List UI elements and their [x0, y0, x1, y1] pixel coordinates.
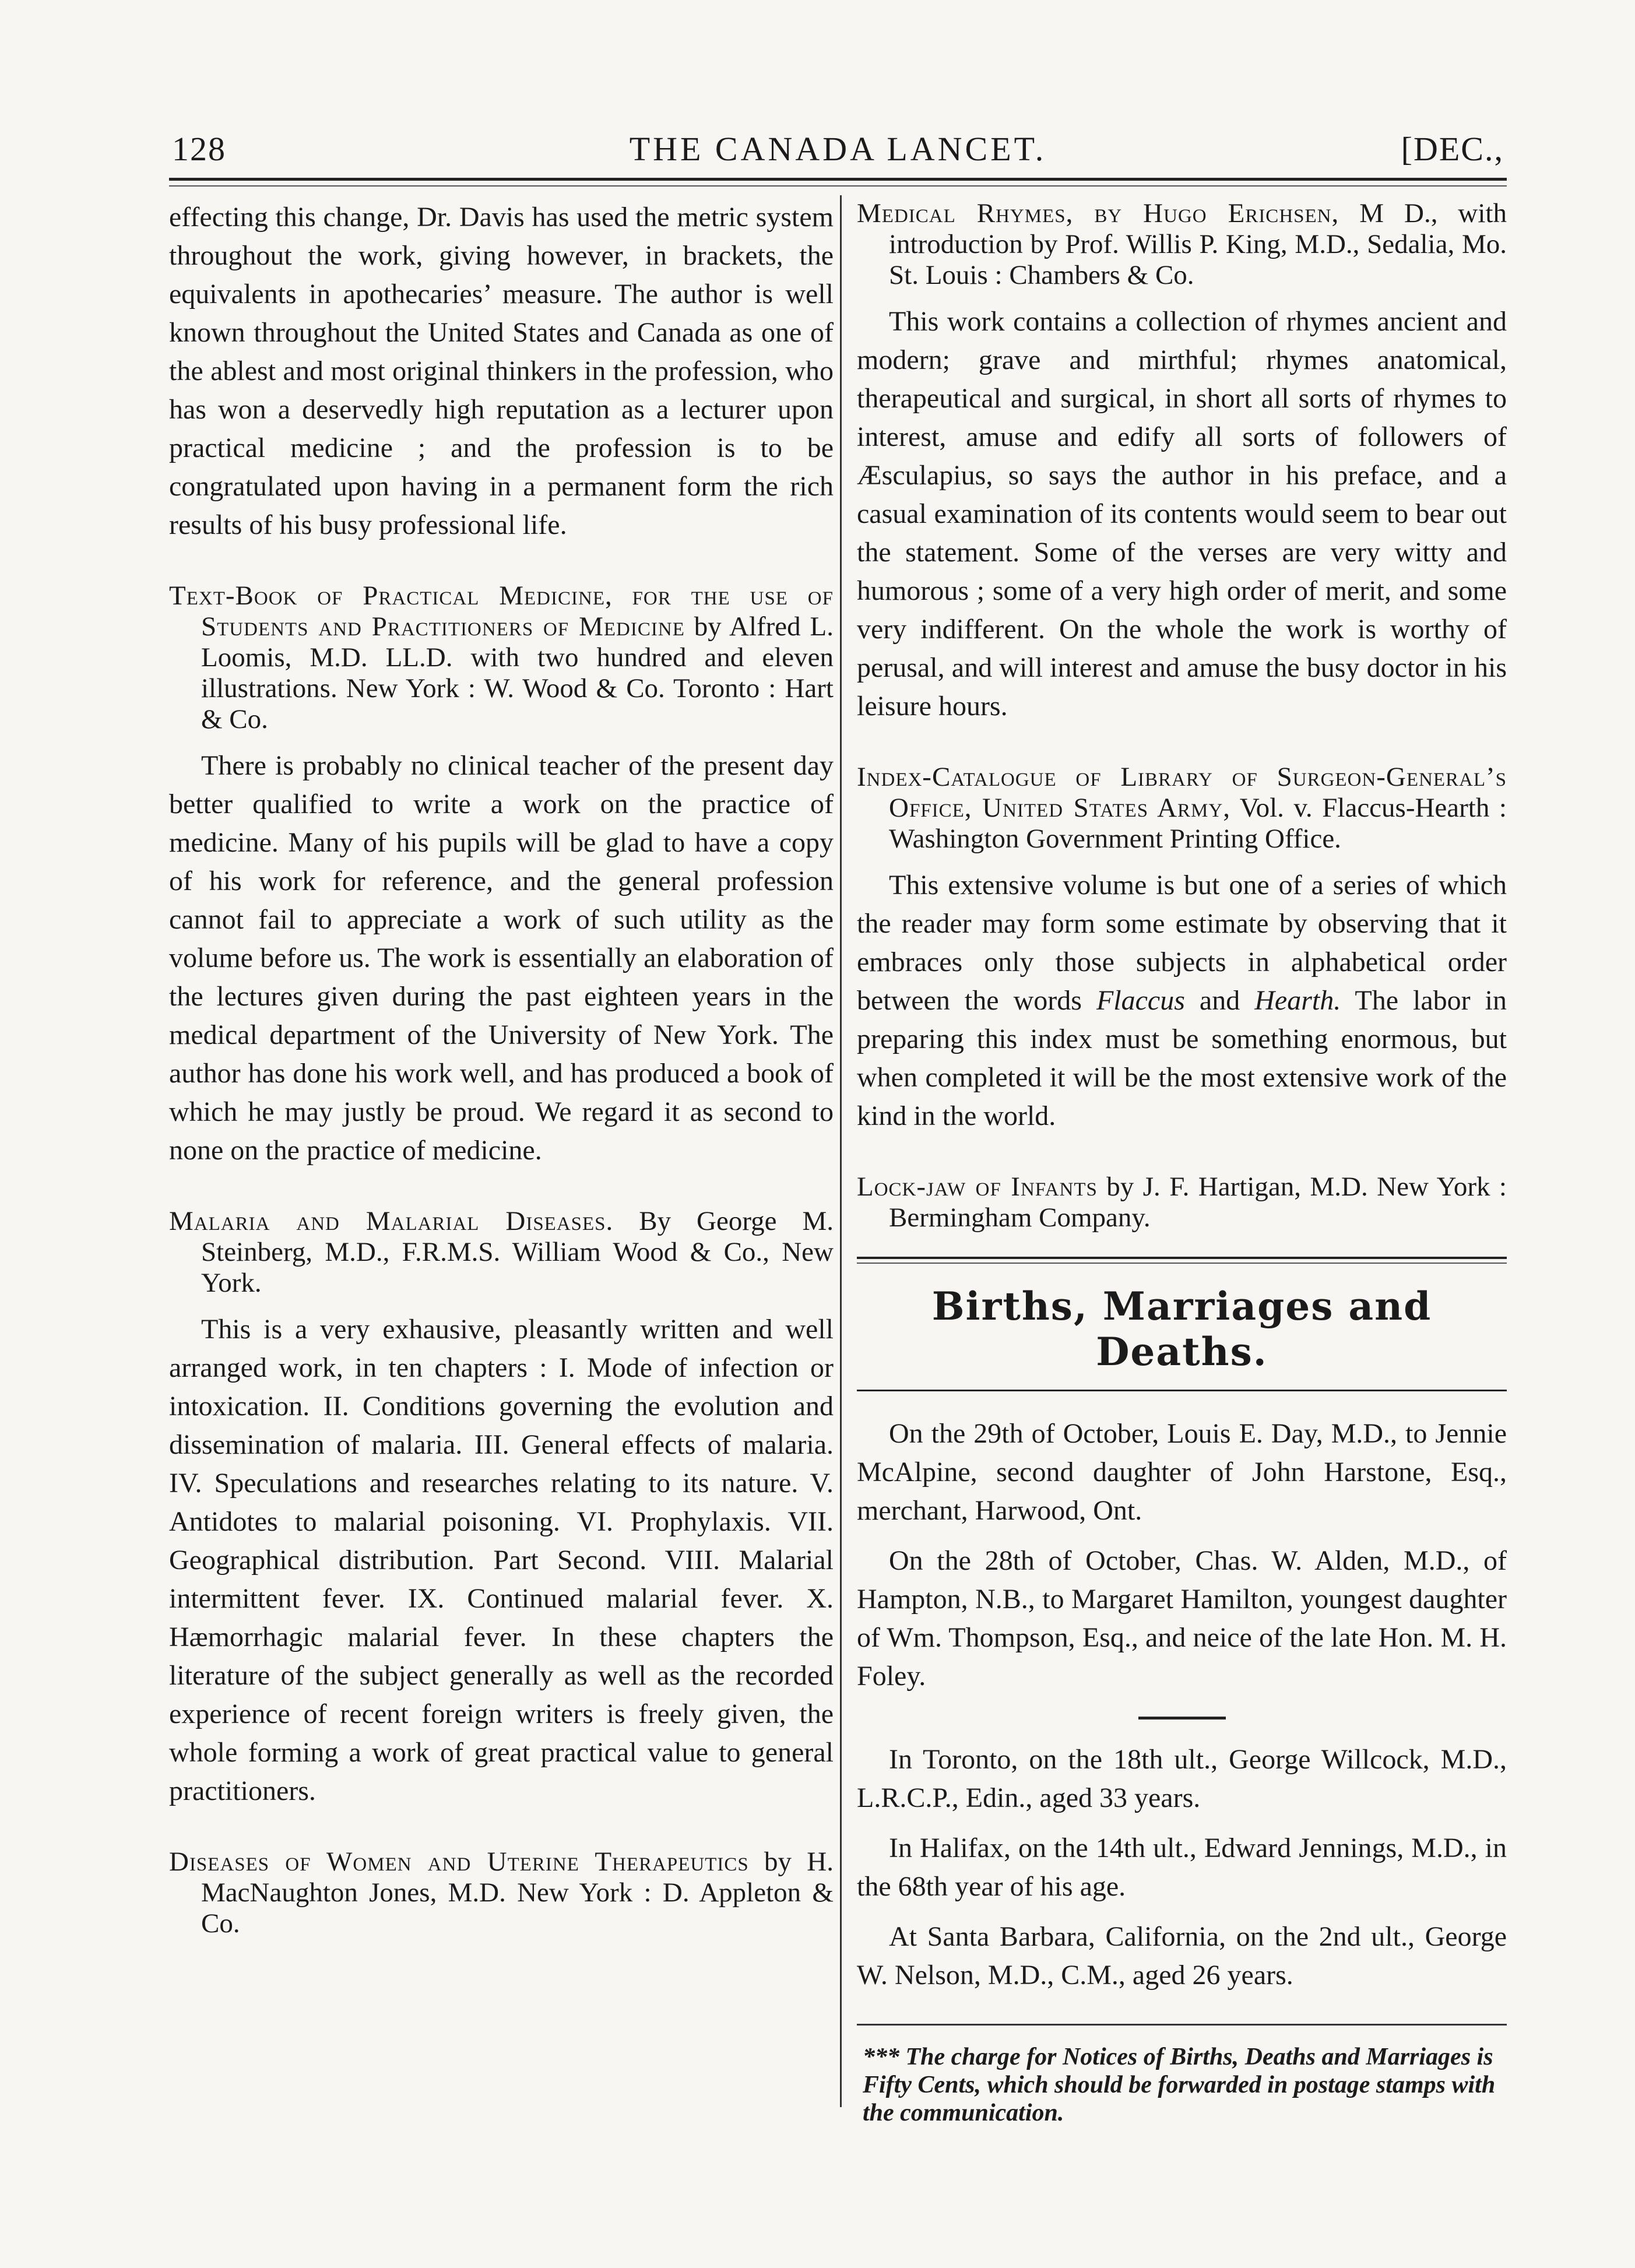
review-loomis: There is probably no clinical teacher of the present day better qualified to write a work on the practice of medicine. Many of his pupils will be glad to have a copy of his work for reference, and the general profession cannot fail to appreciate a work of such utility as the volume before us. The work is essentially an elaboration of the lectures given during the past eighteen years in the medical department of the University of New York. The author has done his work well, and has produced a book of which he may justly be proud. We regard it as second to none on the practice of medicine.: [169, 750, 834, 1166]
spacer: [857, 1530, 1507, 1542]
book-details: by Alfred L. Loomis, M.D. LL.D. with two hundred and eleven illustrations. New York : W. Wood & Co. Toronto : Hart & Co.: [201, 611, 834, 734]
book-title: Medical Rhymes, by Hugo Erichsen,: [857, 198, 1339, 228]
book-entry-lockjaw: [857, 1172, 1507, 1233]
heading-rule: [857, 1390, 1507, 1391]
review-malaria: This is a very exhausive, pleasantly written and well arranged work, in ten chapters : I. Mode of infection or intoxication. II. Conditions governing the evolution and dissemination of malaria. III. General effects of malaria. IV. Speculations and researches relating to its nature. V. Antidotes to malarial poisoning. VI. Prophylaxis. VII. Geographical distribution. Part Second. VIII. Malarial intermittent fever. IX. Continued malarial fever. X. Hæmorrhagic malarial fever. In these chapters the literature of the subject generally as well as the recorded experience of recent foreign writers is freely given, the whole forming a work of great practical value to general practitioners.: [169, 1314, 834, 1806]
italic-word: Flaccus: [1096, 985, 1185, 1016]
book-title: Diseases of Women and Uterine Therapeutics: [169, 1847, 749, 1877]
book-entry-malaria: [169, 1206, 834, 1299]
spacer: [169, 1810, 834, 1847]
column-divider: [840, 195, 842, 2107]
book-entry-women: [169, 1847, 834, 1939]
section-rule-thin: [857, 1263, 1507, 1264]
section-rule: [857, 1257, 1507, 1259]
book-entry-loomis: [169, 581, 834, 735]
notice-rule: [857, 2024, 1507, 2026]
header-rule: [169, 178, 1507, 181]
spacer: [857, 855, 1507, 866]
book-details: by H. MacNaughton Jones, M.D. New York : D. Appleton & Co.: [201, 1847, 834, 1939]
right-column: [857, 198, 1507, 2127]
review-index: [857, 866, 1507, 1135]
spacer: [857, 726, 1507, 762]
separator-rule: [1138, 1717, 1226, 1720]
journal-title: THE CANADA LANCET.: [629, 130, 1047, 168]
book-title: Text-Book of Practical Medicine, for the use of Students and Practitioners of Medicine: [169, 581, 834, 642]
book-entry-rhymes: [857, 198, 1507, 291]
book-details: Vol. v. Flaccus-Hearth : Washington Government Printing Office.: [889, 793, 1507, 854]
review-text: and: [1184, 985, 1255, 1016]
spacer: [857, 1906, 1507, 1918]
header-rule-thin: [169, 185, 1507, 187]
left-column: [169, 198, 834, 1939]
spacer: [169, 735, 834, 747]
review-text: This extensive volume is but one of a series of which the reader may form some estimate by observing that it embraces only those subjects in alphabetical order between the words: [857, 870, 1507, 1016]
spacer: [169, 544, 834, 581]
book-details: by J. F. Hartigan, M.D. New York : Bermingham Company.: [889, 1172, 1507, 1233]
marriage-notice: On the 29th of October, Louis E. Day, M.D., to Jennie McAlpine, second daughter of John Harstone, Esq., merchant, Harwood, Ont.: [857, 1418, 1507, 1526]
book-title: Index-Catalogue of Library of Surgeon-General’s Office, United States Army,: [857, 762, 1507, 823]
spacer: [857, 1817, 1507, 1829]
running-header: [172, 129, 1504, 176]
page-number: 128: [172, 130, 226, 168]
spacer: [169, 1170, 834, 1206]
italic-word: Hearth.: [1254, 985, 1341, 1016]
header-month: [DEC.,: [1401, 130, 1504, 168]
book-details: M D., with introduction by Prof. Willis P. King, M.D., Sedalia, Mo. St. Louis : Chambers & Co.: [889, 198, 1507, 290]
review-text: The labor in preparing this index must be something enormous, but when completed it will be the most extensive work of the kind in the world.: [857, 985, 1507, 1131]
charge-notice: *** The charge for Notices of Births, Deaths and Marriages is Fifty Cents, which should be forwarded in postage stamps with the communication.: [863, 2044, 1496, 2126]
spacer: [857, 1135, 1507, 1172]
spacer: [169, 1299, 834, 1310]
death-notice: In Toronto, on the 18th ult., George Willcock, M.D., L.R.C.P., Edin., aged 33 years.: [857, 1744, 1507, 1813]
book-title: Malaria and Malarial Diseases.: [169, 1206, 614, 1236]
death-notice: In Halifax, on the 14th ult., Edward Jennings, M.D., in the 68th year of his age.: [857, 1833, 1507, 1902]
book-title: Lock-jaw of Infants: [857, 1172, 1098, 1202]
review-rhymes: This work contains a collection of rhymes ancient and modern; grave and mirthful; rhymes anatomical, therapeutical and surgical, in short all sorts of rhymes to interest, amuse and edify all sorts of followers of Æsculapius, so says the author in his preface, and a casual examination of its contents would seem to bear out the statement. Some of the verses are very witty and humorous ; some of a very high order of merit, and some very indifferent. On the whole the work is worthy of perusal, and will interest and amuse the busy doctor in his leisure hours.: [857, 306, 1507, 722]
spacer: [857, 291, 1507, 303]
births-heading: Births, Marriages and Deaths.: [931, 1284, 1432, 1374]
intro-paragraph: effecting this change, Dr. Davis has used the metric system throughout the work, giving however, in brackets, the equivalents in apothecaries’ measure. The author is well known throughout the United States and Canada as one of the ablest and most original thinkers in the profession, who has won a deservedly high reputation as a lecturer upon practical medicine ; and the profession is to be congratulated upon having in a permanent form the rich results of his busy professional life.: [169, 202, 834, 540]
marriage-notice: On the 28th of October, Chas. W. Alden, M.D., of Hampton, N.B., to Margaret Hamilton, youngest daughter of Wm. Thompson, Esq., and neice of the late Hon. M. H. Foley.: [857, 1545, 1507, 1692]
death-notice: At Santa Barbara, California, on the 2nd ult., George W. Nelson, M.D., C.M., aged 26 years.: [857, 1921, 1507, 1991]
book-entry-index: [857, 762, 1507, 855]
book-details: By George M. Steinberg, M.D., F.R.M.S. William Wood & Co., New York.: [201, 1206, 834, 1298]
